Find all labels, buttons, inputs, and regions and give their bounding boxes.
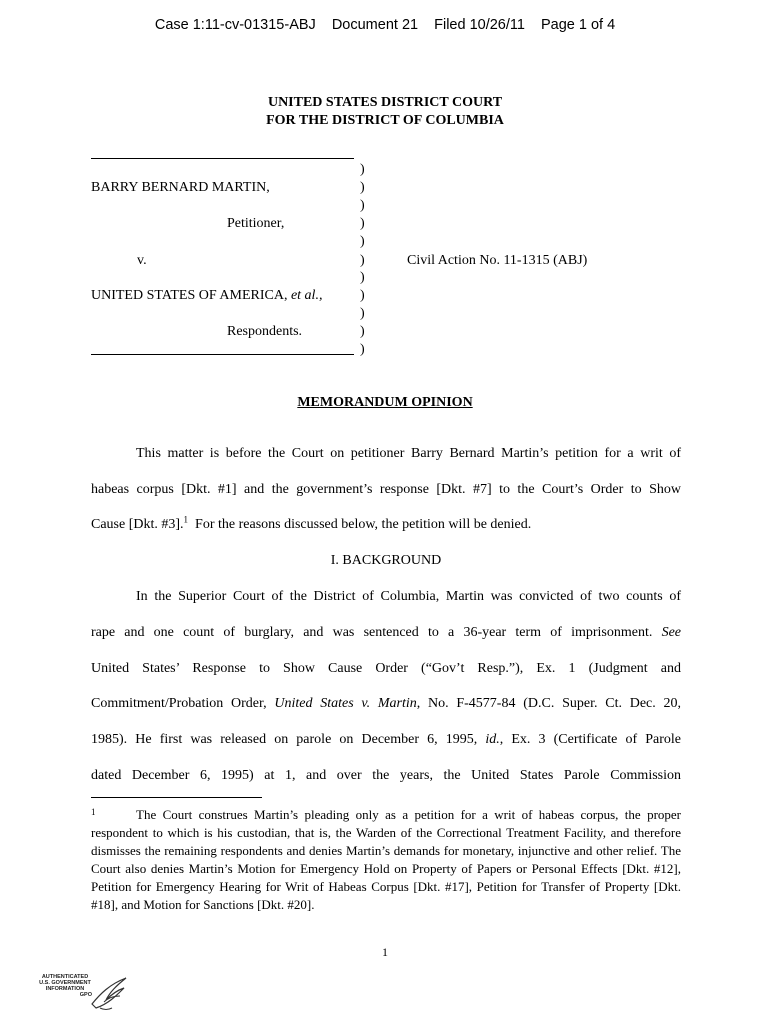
respondent-role: Respondents. — [227, 324, 303, 339]
background-line-4 — [91, 696, 681, 712]
caption-bottom-rule — [91, 354, 354, 355]
citation-signal: See — [661, 625, 681, 640]
document-number: Document 21 — [331, 17, 419, 33]
background-line-5 — [91, 732, 681, 748]
intro-line-3 — [91, 514, 681, 533]
background-line-2-text: rape and one count of burglary, and was sentenced to a 36-year term of imprisonment. — [91, 625, 653, 640]
section-heading: I. BACKGROUND — [330, 553, 442, 568]
versus: v. — [137, 253, 147, 268]
filed-date: Filed 10/26/11 — [434, 17, 525, 33]
case-number: Case 1:11-cv-01315-ABJ — [154, 17, 316, 33]
gpo-seal-line-4: GPO — [79, 992, 92, 998]
petitioner-name: BARRY BERNARD MARTIN, — [91, 180, 270, 195]
court-heading — [0, 94, 770, 130]
page-indicator: Page 1 of 4 — [540, 17, 616, 33]
respondent-name-text: UNITED STATES OF AMERICA, — [91, 288, 288, 303]
footnote — [91, 806, 681, 914]
respondent-etal: et al., — [290, 288, 323, 303]
gpo-authentication-seal — [34, 974, 134, 1014]
background-line-1: In the Superior Court of the District of Columbia, Martin was convicted of two counts of — [136, 589, 681, 604]
caption-paren: ) — [360, 234, 365, 249]
gpo-seal-line-3: INFORMATION — [45, 986, 85, 992]
case-citation: United States v. Martin — [274, 696, 417, 711]
caption-paren: ) — [360, 270, 365, 285]
caption-paren: ) — [360, 198, 365, 213]
document-title: MEMORANDUM OPINION — [297, 395, 473, 410]
petitioner-role: Petitioner, — [227, 216, 285, 231]
caption-top-rule — [91, 158, 354, 159]
caption-paren: ) — [360, 288, 365, 303]
intro-line-2: habeas corpus [Dkt. #1] and the government’s response [Dkt. #7] to the Court’s Order to Show — [91, 482, 681, 497]
intro-line-3-text: Cause [Dkt. #3]. — [91, 517, 184, 532]
background-line-6: dated December 6, 1995) at 1, and over the years, the United States Parole Commission — [91, 768, 681, 783]
footnote-text: The Court construes Martin’s pleading only as a petition for a writ of habeas corpus, the proper respondent to which is his custodian, that is, the Warden of the Correctional Treatment Facility, and therefore dismisses the remaining respondents and denies Martin’s demands for monetary, injunctive and other relief. The Court also denies Martin’s Motion for Emergency Hold on Property of Papers or Personal Effects [Dkt. #12], Petition for Emergency Hearing for Writ of Habeas Corpus [Dkt. #17], Petition for Transfer of Property [Dkt. #18], and Motion for Sanctions [Dkt. #20]. — [91, 807, 681, 912]
page-number: 1 — [382, 945, 388, 959]
caption-paren: ) — [360, 342, 365, 357]
caption-paren: ) — [360, 162, 365, 177]
background-line-5-text: 1985). He first was released on parole on December 6, 1995, — [91, 732, 478, 747]
caption-paren: ) — [360, 324, 365, 339]
ecf-header — [0, 17, 770, 33]
background-line-5-rest: , Ex. 3 (Certificate of Parole — [499, 732, 682, 747]
court-line-2: FOR THE DISTRICT OF COLUMBIA — [266, 113, 504, 128]
background-line-2 — [91, 625, 681, 641]
caption-paren: ) — [360, 306, 365, 321]
intro-line-3-rest: For the reasons discussed below, the petition will be denied. — [195, 517, 532, 532]
intro-line-1: This matter is before the Court on petitioner Barry Bernard Martin’s petition for a writ of — [136, 446, 681, 461]
civil-action-number: Civil Action No. 11-1315 (ABJ) — [407, 253, 588, 268]
gpo-seal-line-2: U.S. GOVERNMENT — [39, 980, 91, 986]
background-line-4-rest: , No. F-4577-84 (D.C. Super. Ct. Dec. 20, — [416, 696, 682, 711]
court-line-1: UNITED STATES DISTRICT COURT — [267, 95, 503, 110]
footnote-reference: 1 — [183, 514, 189, 525]
id-citation: id. — [485, 732, 500, 747]
footnote-rule — [91, 797, 262, 798]
gpo-seal-line-1: AUTHENTICATED — [41, 974, 89, 980]
background-line-4-text: Commitment/Probation Order, — [91, 696, 267, 711]
eagle-icon — [86, 974, 130, 1014]
respondent-name — [91, 288, 322, 304]
footnote-mark: 1 — [91, 807, 96, 817]
background-line-3: United States’ Response to Show Cause Order (“Gov’t Resp.”), Ex. 1 (Judgment and — [91, 661, 681, 676]
caption-paren: ) — [360, 180, 365, 195]
caption-paren: ) — [360, 253, 365, 268]
caption-paren: ) — [360, 216, 365, 231]
